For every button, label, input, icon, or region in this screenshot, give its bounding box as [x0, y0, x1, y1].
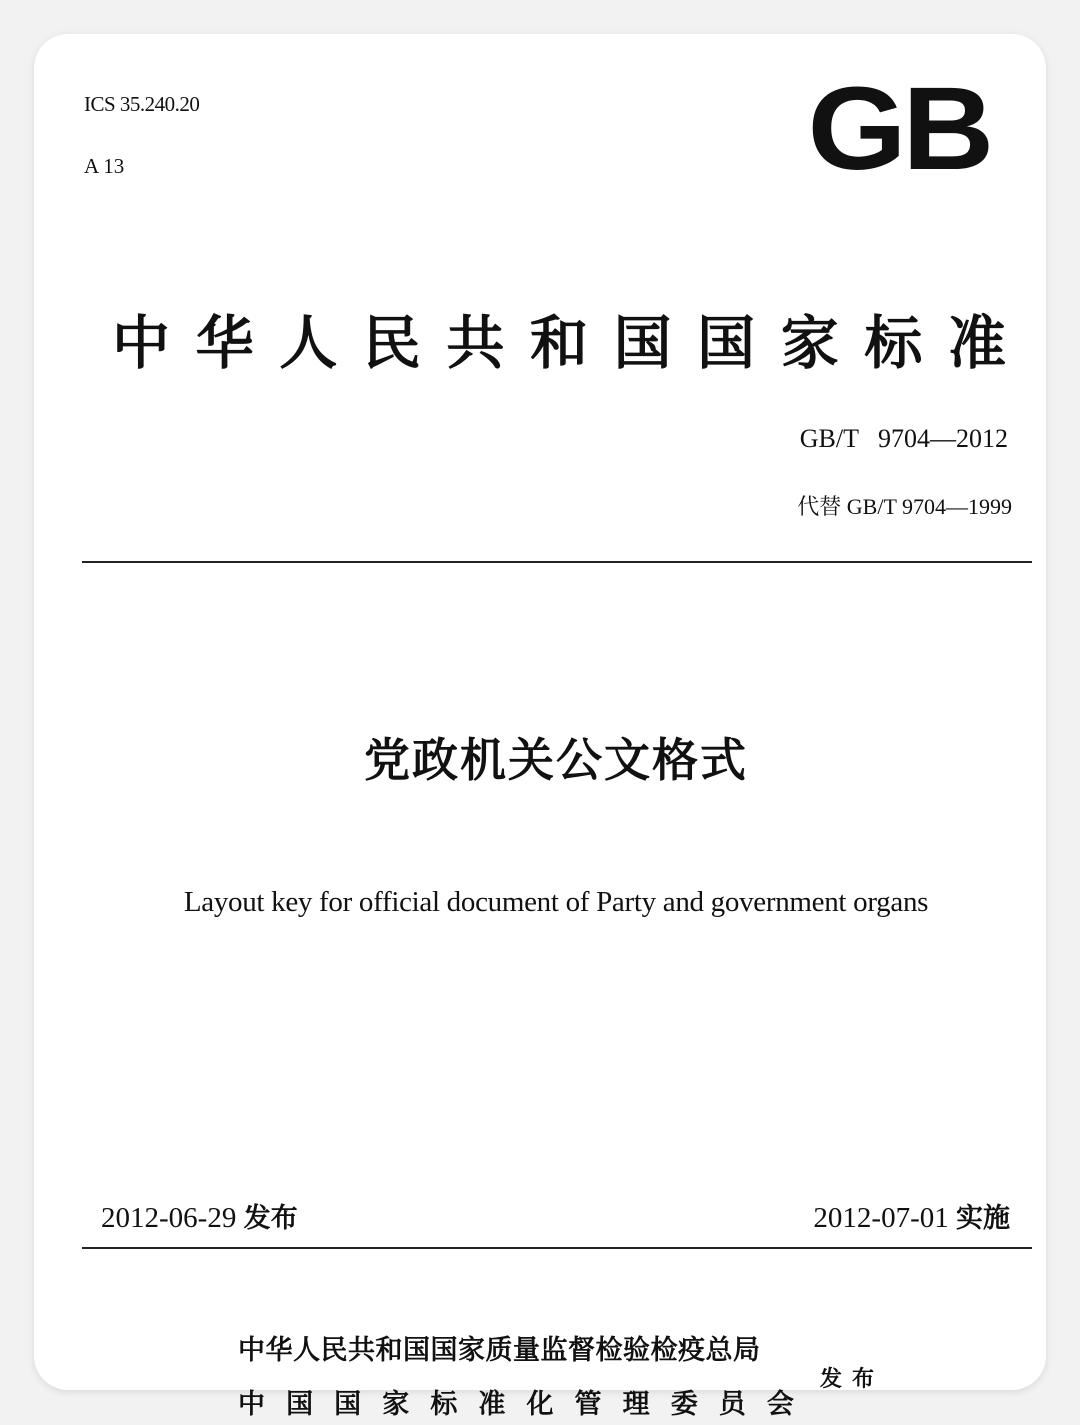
standard-name-char: 华: [195, 309, 254, 377]
issuer-char: 会: [766, 1389, 794, 1420]
release-date: 2012-06-29: [101, 1202, 237, 1234]
standard-name-char: 人: [279, 309, 338, 377]
standard-name-char: 中: [112, 309, 171, 377]
issuer-char: 员: [718, 1389, 746, 1420]
implement-date: 2012-07-01: [813, 1202, 949, 1234]
issuing-authority-1: 中华人民共和国国家质量监督检验检疫总局: [238, 1335, 761, 1366]
issuer-char: 中: [238, 1389, 265, 1420]
standard-name-char: 国: [697, 309, 756, 377]
ccs-code: A 13: [84, 154, 125, 178]
standard-name-char: 和: [529, 309, 588, 377]
standard-name-char: 国: [613, 309, 672, 377]
issuer-char: 国: [334, 1389, 362, 1420]
standard-name-char: 家: [780, 309, 839, 377]
issuer-char: 准: [478, 1389, 506, 1420]
standard-category-name: [112, 309, 1006, 377]
bottom-divider: [82, 1247, 1032, 1249]
document-title-english: Layout key for official document of Party and government organs: [183, 886, 929, 918]
issuer-char: 家: [382, 1389, 410, 1420]
implement-date-line: [813, 1196, 1010, 1235]
release-date-line: [101, 1196, 298, 1235]
issuing-authority-2: [238, 1382, 794, 1421]
top-divider: [82, 561, 1032, 563]
standard-number: GB/T 9704—2012: [799, 424, 1008, 453]
implement-label: 实施: [956, 1203, 1010, 1234]
standard-name-char: 准: [947, 309, 1006, 377]
issuer-char: 理: [622, 1389, 650, 1420]
issuer-char: 标: [430, 1389, 458, 1420]
issuer-char: 委: [670, 1389, 698, 1420]
gb-logo: GB: [807, 63, 990, 195]
issued-label: 发布: [820, 1367, 885, 1392]
issuer-char: 管: [574, 1389, 602, 1420]
document-cover-page: [34, 34, 1046, 1420]
standard-name-char: 共: [446, 309, 505, 377]
replaced-standard: 代替 GB/T 9704—1999: [797, 494, 1012, 519]
ics-code: ICS 35.240.20: [84, 92, 200, 116]
standard-name-char: 民: [362, 309, 421, 377]
document-title-chinese: 党政机关公文格式: [364, 733, 748, 787]
issuer-char: 国: [286, 1389, 314, 1420]
issuer-char: 化: [526, 1389, 554, 1420]
release-label: 发布: [243, 1203, 298, 1234]
standard-name-char: 标: [864, 309, 923, 377]
